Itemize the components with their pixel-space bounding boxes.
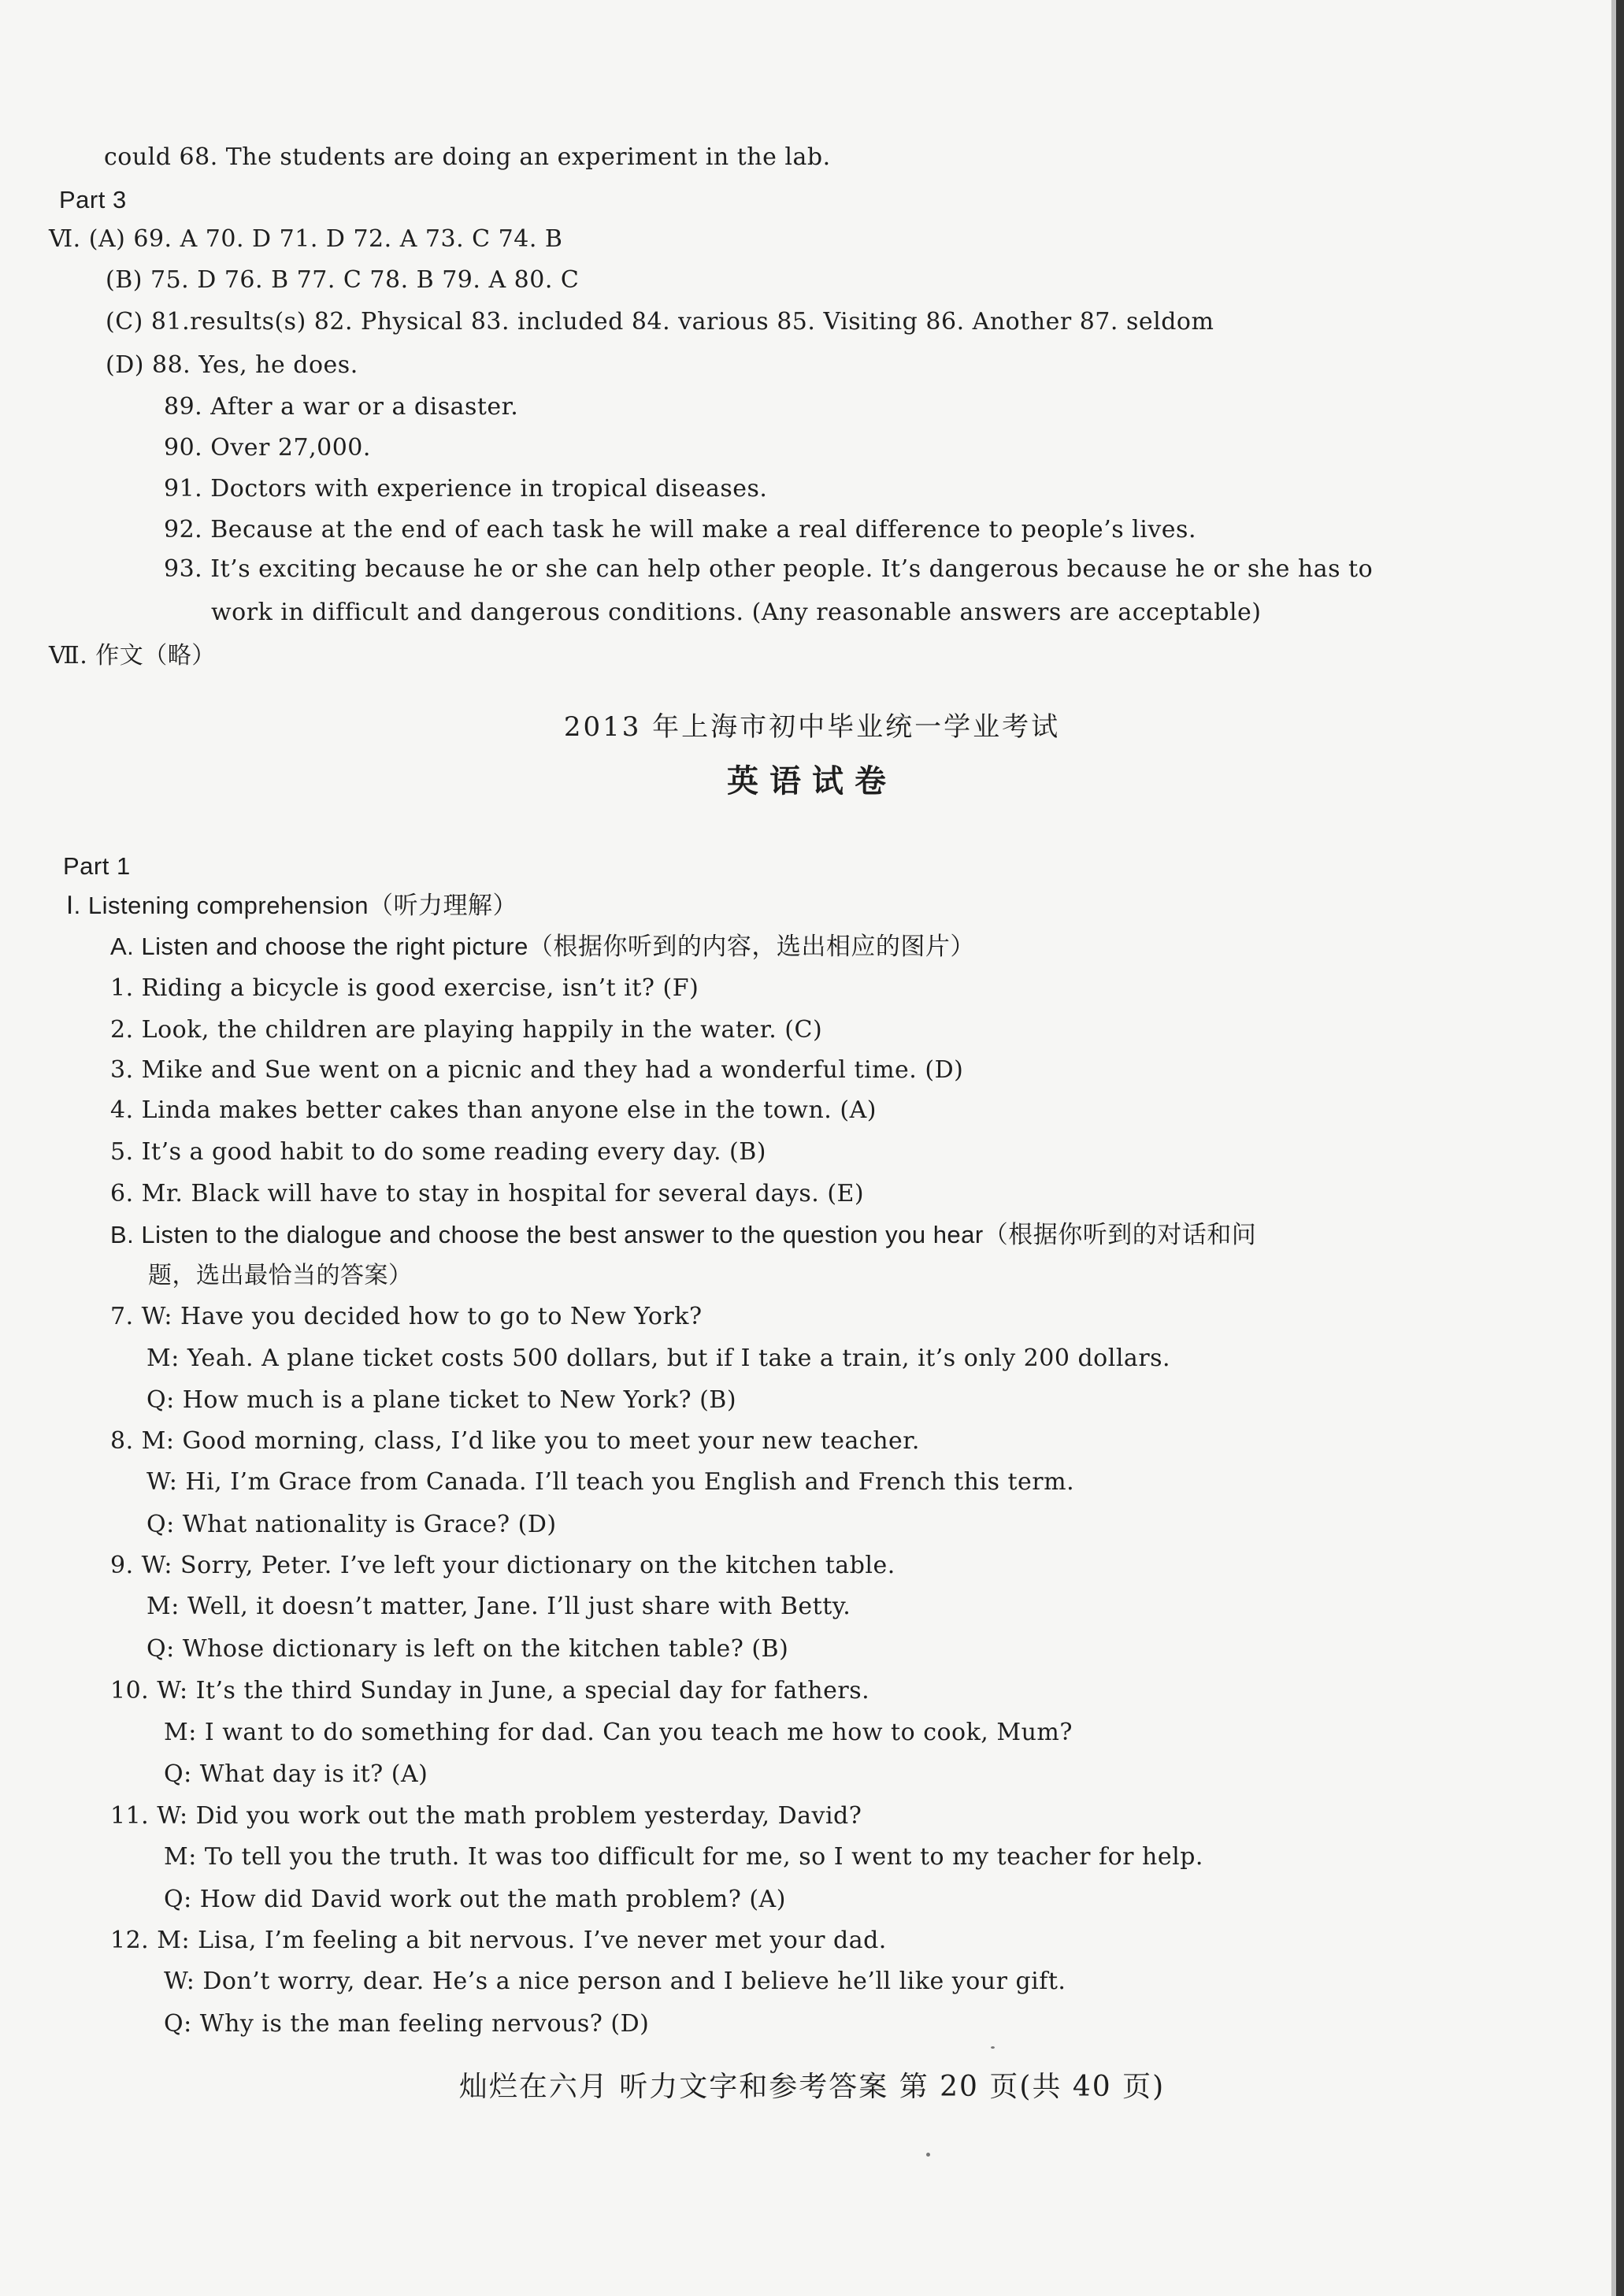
dialogue-8-q: Q: What nationality is Grace? (D) (146, 1511, 557, 1538)
section-b-heading-line2: 题，选出最恰当的答案） (148, 1262, 413, 1289)
section-vi-d: (D) 88. Yes, he does. (106, 351, 358, 379)
exam-subtitle: 英语试卷 (727, 763, 897, 799)
part1-label: Part 1 (63, 852, 131, 880)
dialogue-7-q: Q: How much is a plane ticket to New York? (B) (146, 1386, 737, 1414)
part3-label: Part 3 (59, 186, 127, 213)
section-vi-b: (B) 75. D 76. B 77. C 78. B 79. A 80. C (106, 266, 580, 294)
dialogue-9-q: Q: Whose dictionary is left on the kitchen table? (B) (146, 1635, 789, 1663)
section-b-heading-line1: B. Listen to the dialogue and choose the best answer to the question you hear（根据你听到的对话和问 (110, 1221, 1257, 1248)
dialogue-9-w: 9. W: Sorry, Peter. I’ve left your dictionary on the kitchen table. (110, 1552, 895, 1579)
page-footer: 灿烂在六月 听力文字和参考答案 第 20 页(共 40 页) (458, 2071, 1166, 2103)
question-5: 5. It’s a good habit to do some reading every day. (B) (110, 1138, 766, 1166)
dialogue-11-q: Q: How did David work out the math problem? (A) (164, 1886, 786, 1913)
dialogue-8-w: W: Hi, I’m Grace from Canada. I’ll teach you English and French this term. (146, 1468, 1075, 1496)
question-1: 1. Riding a bicycle is good exercise, isn’t it? (F) (110, 974, 699, 1002)
answer-91: 91. Doctors with experience in tropical diseases. (164, 475, 768, 503)
exam-title: 2013 年上海市初中毕业统一学业考试 (563, 711, 1061, 743)
section-vi-c: (C) 81.results(s) 82. Physical 83. included 84. various 85. Visiting 86. Another 87. seldom (106, 308, 1214, 336)
section-vi-a: Ⅵ. (A) 69. A 70. D 71. D 72. A 73. C 74. B (49, 225, 563, 253)
dialogue-12-q: Q: Why is the man feeling nervous? (D) (164, 2010, 650, 2038)
dialogue-11-m: M: To tell you the truth. It was too difficult for me, so I went to my teacher for help. (164, 1843, 1203, 1871)
dialogue-9-m: M: Well, it doesn’t matter, Jane. I’ll just share with Betty. (146, 1593, 851, 1620)
section-vii: Ⅶ. 作文（略） (49, 642, 216, 670)
answer-93-line2: work in difficult and dangerous conditions. (Any reasonable answers are acceptable) (211, 599, 1262, 626)
answer-68: could 68. The students are doing an experiment in the lab. (104, 143, 831, 171)
answer-89: 89. After a war or a disaster. (164, 393, 519, 421)
question-6: 6. Mr. Black will have to stay in hospital for several days. (E) (110, 1180, 865, 1207)
question-2: 2. Look, the children are playing happily in the water. (C) (110, 1016, 823, 1044)
dialogue-8-m: 8. M: Good morning, class, I’d like you to meet your new teacher. (110, 1427, 920, 1455)
answer-93-line1: 93. It’s exciting because he or she can help other people. It’s dangerous because he or she has to (164, 555, 1374, 583)
section-a-heading: A. Listen and choose the right picture（根据你听到的内容，选出相应的图片） (110, 933, 975, 960)
question-4: 4. Linda makes better cakes than anyone else in the town. (A) (110, 1096, 877, 1124)
dialogue-12-m: 12. M: Lisa, I’m feeling a bit nervous. I’ve never met your dad. (110, 1927, 887, 1954)
scan-speck (991, 2046, 995, 2049)
scan-speck (926, 2153, 930, 2157)
dialogue-7-w: 7. W: Have you decided how to go to New York? (110, 1303, 703, 1330)
dialogue-12-w: W: Don’t worry, dear. He’s a nice person and I believe he’ll like your gift. (164, 1968, 1066, 1995)
dialogue-7-m: M: Yeah. A plane ticket costs 500 dollars, but if I take a train, it’s only 200 dollars. (146, 1345, 1171, 1372)
page-edge (1616, 0, 1624, 2296)
dialogue-10-q: Q: What day is it? (A) (164, 1760, 428, 1788)
answer-90: 90. Over 27,000. (164, 434, 371, 462)
dialogue-10-m: M: I want to do something for dad. Can you teach me how to cook, Mum? (164, 1719, 1073, 1746)
answer-92: 92. Because at the end of each task he will make a real difference to people’s lives. (164, 516, 1196, 543)
section-i-heading: Ⅰ. Listening comprehension（听力理解） (66, 892, 518, 919)
dialogue-11-w: 11. W: Did you work out the math problem yesterday, David? (110, 1802, 862, 1830)
question-3: 3. Mike and Sue went on a picnic and they had a wonderful time. (D) (110, 1056, 964, 1084)
dialogue-10-w: 10. W: It’s the third Sunday in June, a special day for fathers. (110, 1677, 870, 1704)
